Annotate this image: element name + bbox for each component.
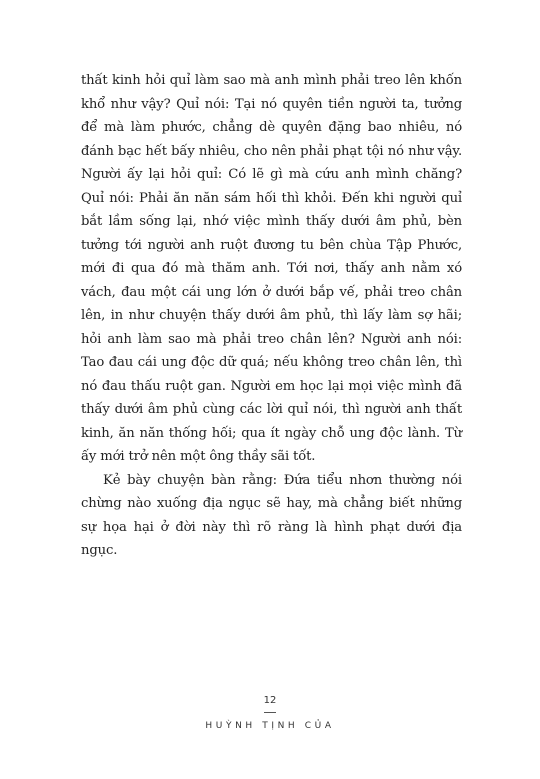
body-paragraph-2: Kẻ bày chuyện bàn rằng: Đứa tiểu nhơn thường nói chừng nào xuống địa ngục sẽ hay, mà chẳng biết những sự họa hại ở đời này thì rõ ràng là hình phạt dưới địa ngục. (81, 472, 462, 558)
footer-divider (264, 712, 276, 713)
body-paragraph-1: thất kinh hỏi quỉ làm sao mà anh mình phải treo lên khốn khổ như vậy? Quỉ nói: Tại nó quyên tiền người ta, tưởng để mà làm phước, chẳng dè quyên đặng bao nhiêu, nó đánh bạc hết bấy nhiêu, cho nên phải phạt tội nó như vậy. Người ấy lại hỏi quỉ: Có lẽ gì mà cứu anh mình chăng? Quỉ nói: Phải ăn năn sám hối thì khỏi. Đến khi người quỉ bắt lầm sống lại, nhớ việc mình thấy dưới âm phủ, bèn tưởng tới người anh ruột đương tu bên chùa Tập Phước, mới đi qua đó mà thăm anh. Tới nơi, thấy anh nằm xó vách, đau một cái ung lớn ở dưới bắp vế, phải treo chân lên, in như chuyện thấy dưới âm phủ, thì lấy làm sợ hãi; hỏi anh làm sao mà phải treo chân lên? Người anh nói: Tao đau cái ung độc dữ quá; nếu không treo chân lên, thì nó đau thấu ruột gan. Người em học lại mọi việc mình đã thấy dưới âm phủ cùng các lời quỉ nói, thì người anh thất kinh, ăn năn thống hối; qua ít ngày chỗ ung độc lành. Từ ấy mới trở nên một ông thầy sãi tốt. (81, 73, 462, 464)
running-footer-author: HUỲNH TỊNH CỦA (205, 721, 335, 731)
page-number: 12 (263, 695, 277, 706)
page-body (81, 69, 462, 563)
